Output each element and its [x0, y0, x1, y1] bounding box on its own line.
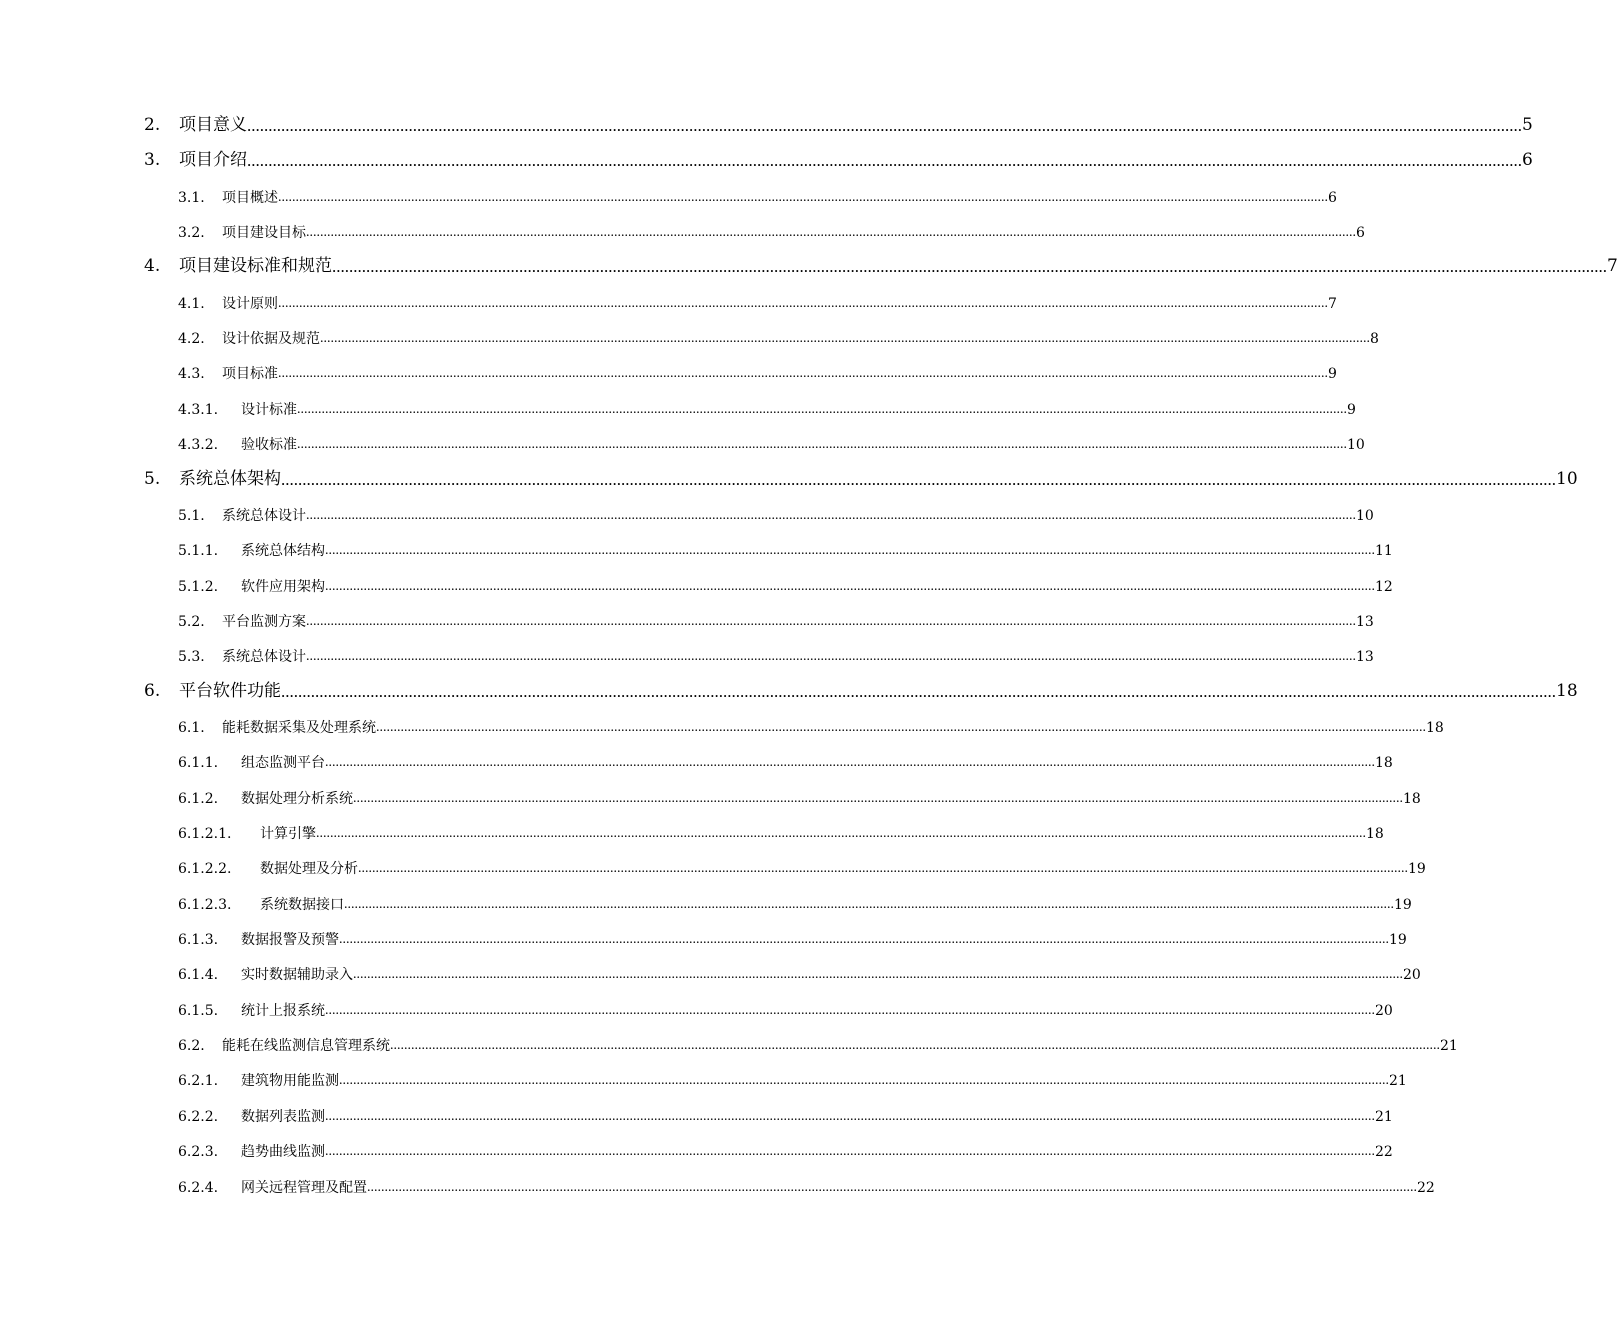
toc-leader: ............................................................................................................................................................................................................................................................................................................: [353, 790, 1403, 806]
toc-page: 18: [1426, 719, 1444, 736]
toc-number: 6.2.4.: [178, 1179, 219, 1196]
toc-page: 10: [1356, 507, 1374, 524]
toc-page: 19: [1408, 861, 1426, 878]
toc-leader: ............................................................................................................................................................................................................................................................................................................: [390, 1038, 1440, 1054]
toc-entry[interactable]: [0, 1094, 1393, 1125]
toc-leader: ............................................................................................................................................................................................................................................................................................................: [325, 1108, 1375, 1124]
toc-title: 系统总体结构: [241, 543, 325, 560]
toc-leader: ............................................................................................................................................................................................................................................................................................................: [278, 295, 1328, 311]
toc-page: 13: [1356, 613, 1374, 630]
toc-leader: ............................................................................................................................................................................................................................................................................................................: [278, 189, 1328, 205]
toc-number: 6.1.2.1.: [178, 826, 232, 842]
toc-leader: ............................................................................................................................................................................................................................................................................................................: [325, 755, 1375, 771]
toc-entry[interactable]: [0, 175, 1337, 206]
toc-entry[interactable]: [0, 1165, 1435, 1196]
toc-leader: ............................................................................................................................................................................................................................................................................................................: [320, 331, 1370, 347]
toc-title: 软件应用架构: [241, 578, 325, 595]
toc-leader: ............................................................................................................................................................................................................................................................................................................: [358, 861, 1408, 877]
toc-page: 21: [1375, 1108, 1393, 1125]
toc-number: 6.2.: [178, 1038, 205, 1055]
toc-entry[interactable]: [0, 882, 1412, 913]
toc-title: 能耗在线监测信息管理系统: [222, 1038, 390, 1055]
toc-entry[interactable]: [0, 139, 1533, 171]
toc-title: 设计依据及规范: [222, 331, 320, 348]
toc-entry[interactable]: [0, 776, 1421, 807]
toc-page: 6: [1356, 225, 1365, 242]
toc-page: 19: [1389, 932, 1407, 949]
toc-page: 8: [1370, 331, 1379, 348]
toc-entry[interactable]: [0, 634, 1374, 666]
toc-entry[interactable]: [0, 351, 1337, 383]
toc-number: 6.2.2.: [178, 1108, 219, 1125]
toc-number: 6.1.2.: [178, 790, 219, 807]
toc-page: 21: [1440, 1038, 1458, 1055]
toc-title: 能耗数据采集及处理系统: [222, 719, 376, 736]
toc-entry[interactable]: [0, 422, 1365, 454]
toc-entry[interactable]: [0, 210, 1365, 242]
toc-title: 建筑物用能监测: [241, 1073, 339, 1090]
toc-title: 数据处理分析系统: [241, 790, 353, 807]
toc-entry[interactable]: [0, 599, 1374, 630]
toc-title: 组态监测平台: [241, 755, 325, 772]
toc-title: 计算引擎: [260, 826, 316, 842]
toc-page: 10: [1347, 437, 1365, 454]
toc-title: 数据处理及分析: [260, 861, 358, 878]
toc-leader: ............................................................................................................................................................................................................................................................................................................: [306, 649, 1356, 665]
toc-entry[interactable]: [0, 1023, 1458, 1055]
toc-entry[interactable]: [0, 811, 1384, 842]
toc-number: 5.: [144, 468, 161, 489]
toc-number: 4.: [144, 256, 161, 277]
toc-page: 9: [1328, 366, 1337, 383]
toc-number: 5.1.1.: [178, 543, 219, 560]
toc-number: 6.1.: [178, 719, 205, 736]
toc-title: 项目意义: [179, 115, 247, 135]
toc-number: 6.1.4.: [178, 967, 219, 984]
toc-title: 数据报警及预警: [241, 932, 339, 949]
toc-title: 平台监测方案: [222, 613, 306, 630]
toc-title: 系统数据接口: [260, 896, 344, 913]
toc-leader: ............................................................................................................................................................................................................................................................................................................: [367, 1179, 1417, 1195]
toc-leader: ............................................................................................................................................................................................................................................................................................................: [316, 826, 1366, 841]
toc-page: 20: [1375, 1002, 1393, 1019]
toc-number: 4.3.2.: [178, 437, 219, 454]
toc-entry[interactable]: [0, 316, 1379, 348]
toc-leader: ............................................................................................................................................................................................................................................................................................................: [325, 1002, 1375, 1018]
toc-leader: ............................................................................................................................................................................................................................................................................................................: [247, 116, 1522, 135]
toc-title: 项目建设目标: [222, 225, 306, 242]
toc-leader: ............................................................................................................................................................................................................................................................................................................: [339, 932, 1389, 948]
toc-entry[interactable]: [0, 1058, 1407, 1090]
toc-leader: ............................................................................................................................................................................................................................................................................................................: [353, 967, 1403, 983]
toc-number: 3.2.: [178, 225, 205, 242]
toc-number: 5.1.2.: [178, 578, 219, 595]
toc-entry[interactable]: [0, 846, 1426, 878]
toc-page: 21: [1389, 1073, 1407, 1090]
toc-number: 6.1.1.: [178, 755, 219, 772]
toc-number: 6.2.1.: [178, 1073, 219, 1090]
toc-number: 6.1.2.2.: [178, 861, 232, 878]
toc-number: 4.3.1.: [178, 401, 219, 418]
toc-leader: ............................................................................................................................................................................................................................................................................................................: [325, 578, 1375, 594]
toc-title: 系统总体设计: [222, 507, 306, 524]
toc-leader: ............................................................................................................................................................................................................................................................................................................: [339, 1073, 1389, 1089]
toc-title: 项目介绍: [179, 150, 247, 171]
toc-leader: ............................................................................................................................................................................................................................................................................................................: [297, 401, 1347, 417]
toc-number: 3.: [144, 150, 161, 171]
toc-entry[interactable]: [0, 387, 1356, 418]
toc-entry[interactable]: [0, 670, 1578, 701]
toc-title: 平台软件功能: [179, 680, 281, 701]
toc-title: 网关远程管理及配置: [241, 1179, 367, 1196]
toc-entry[interactable]: [0, 104, 1533, 135]
toc-leader: ............................................................................................................................................................................................................................................................................................................: [376, 719, 1426, 735]
toc-entry[interactable]: [0, 564, 1393, 595]
toc-page: 6: [1522, 150, 1533, 171]
toc-title: 实时数据辅助录入: [241, 967, 353, 984]
toc-page: 6: [1328, 189, 1337, 206]
toc-page: 18: [1403, 790, 1421, 807]
toc-title: 统计上报系统: [241, 1002, 325, 1019]
toc-number: 6.1.3.: [178, 932, 219, 949]
toc-page: 20: [1403, 967, 1421, 984]
toc-title: 系统总体设计: [222, 649, 306, 666]
toc-title: 项目建设标准和规范: [179, 256, 332, 277]
toc-number: 5.2.: [178, 613, 205, 630]
toc-entry[interactable]: [0, 281, 1337, 312]
toc-page: 11: [1375, 543, 1393, 560]
toc-page: 5: [1522, 115, 1533, 135]
toc-number: 2.: [144, 115, 161, 135]
toc-page: 19: [1394, 896, 1412, 913]
toc-leader: ............................................................................................................................................................................................................................................................................................................: [278, 366, 1328, 382]
toc-number: 4.1.: [178, 295, 205, 312]
toc-title: 设计标准: [241, 401, 297, 418]
toc-number: 6.2.3.: [178, 1144, 219, 1161]
toc-number: 3.1.: [178, 189, 205, 206]
toc-leader: ............................................................................................................................................................................................................................................................................................................: [344, 896, 1394, 912]
toc-leader: ............................................................................................................................................................................................................................................................................................................: [325, 543, 1375, 559]
toc-title: 验收标准: [241, 437, 297, 454]
toc-page: 22: [1375, 1144, 1393, 1161]
toc-entry[interactable]: [0, 458, 1578, 489]
toc-leader: ............................................................................................................................................................................................................................................................................................................: [281, 681, 1556, 701]
toc-entry[interactable]: [0, 245, 1618, 277]
toc-page: 18: [1366, 826, 1384, 842]
toc-entry[interactable]: [0, 1129, 1393, 1161]
toc-number: 5.1.: [178, 507, 205, 524]
toc-page: 9: [1347, 401, 1356, 418]
toc-leader: ............................................................................................................................................................................................................................................................................................................: [247, 151, 1522, 171]
toc-page: 22: [1417, 1179, 1435, 1196]
toc-title: 系统总体架构: [179, 468, 281, 489]
toc-number: 6.: [144, 680, 161, 701]
toc-entry[interactable]: [0, 705, 1444, 736]
toc-number: 6.1.5.: [178, 1002, 219, 1019]
toc-leader: ............................................................................................................................................................................................................................................................................................................: [325, 1144, 1375, 1160]
toc-number: 4.2.: [178, 331, 205, 348]
toc-number: 5.3.: [178, 649, 205, 666]
toc-title: 趋势曲线监测: [241, 1144, 325, 1161]
toc-entry[interactable]: [0, 528, 1393, 560]
toc-leader: ............................................................................................................................................................................................................................................................................................................: [332, 257, 1607, 277]
toc-entry[interactable]: [0, 740, 1393, 772]
toc-page: 12: [1375, 578, 1393, 595]
toc-title: 项目概述: [222, 189, 278, 206]
toc-leader: ............................................................................................................................................................................................................................................................................................................: [306, 613, 1356, 629]
toc-page: 7: [1607, 256, 1618, 277]
toc-number: 6.1.2.3.: [178, 896, 232, 913]
toc-leader: ............................................................................................................................................................................................................................................................................................................: [306, 225, 1356, 241]
toc-entry[interactable]: [0, 988, 1393, 1019]
toc-title: 项目标准: [222, 366, 278, 383]
toc-title: 设计原则: [222, 295, 278, 312]
toc-entry[interactable]: [0, 493, 1374, 524]
toc-page: 18: [1556, 680, 1578, 701]
toc-page: 13: [1356, 649, 1374, 666]
toc-leader: ............................................................................................................................................................................................................................................................................................................: [297, 437, 1347, 453]
toc-page: 18: [1375, 755, 1393, 772]
toc-page: 7: [1328, 295, 1337, 312]
toc-title: 数据列表监测: [241, 1108, 325, 1125]
toc-number: 4.3.: [178, 366, 205, 383]
toc-leader: ............................................................................................................................................................................................................................................................................................................: [281, 469, 1556, 489]
toc-entry[interactable]: [0, 917, 1407, 949]
toc-entry[interactable]: [0, 952, 1421, 984]
toc-leader: ............................................................................................................................................................................................................................................................................................................: [306, 507, 1356, 523]
toc-page: 10: [1556, 468, 1578, 489]
